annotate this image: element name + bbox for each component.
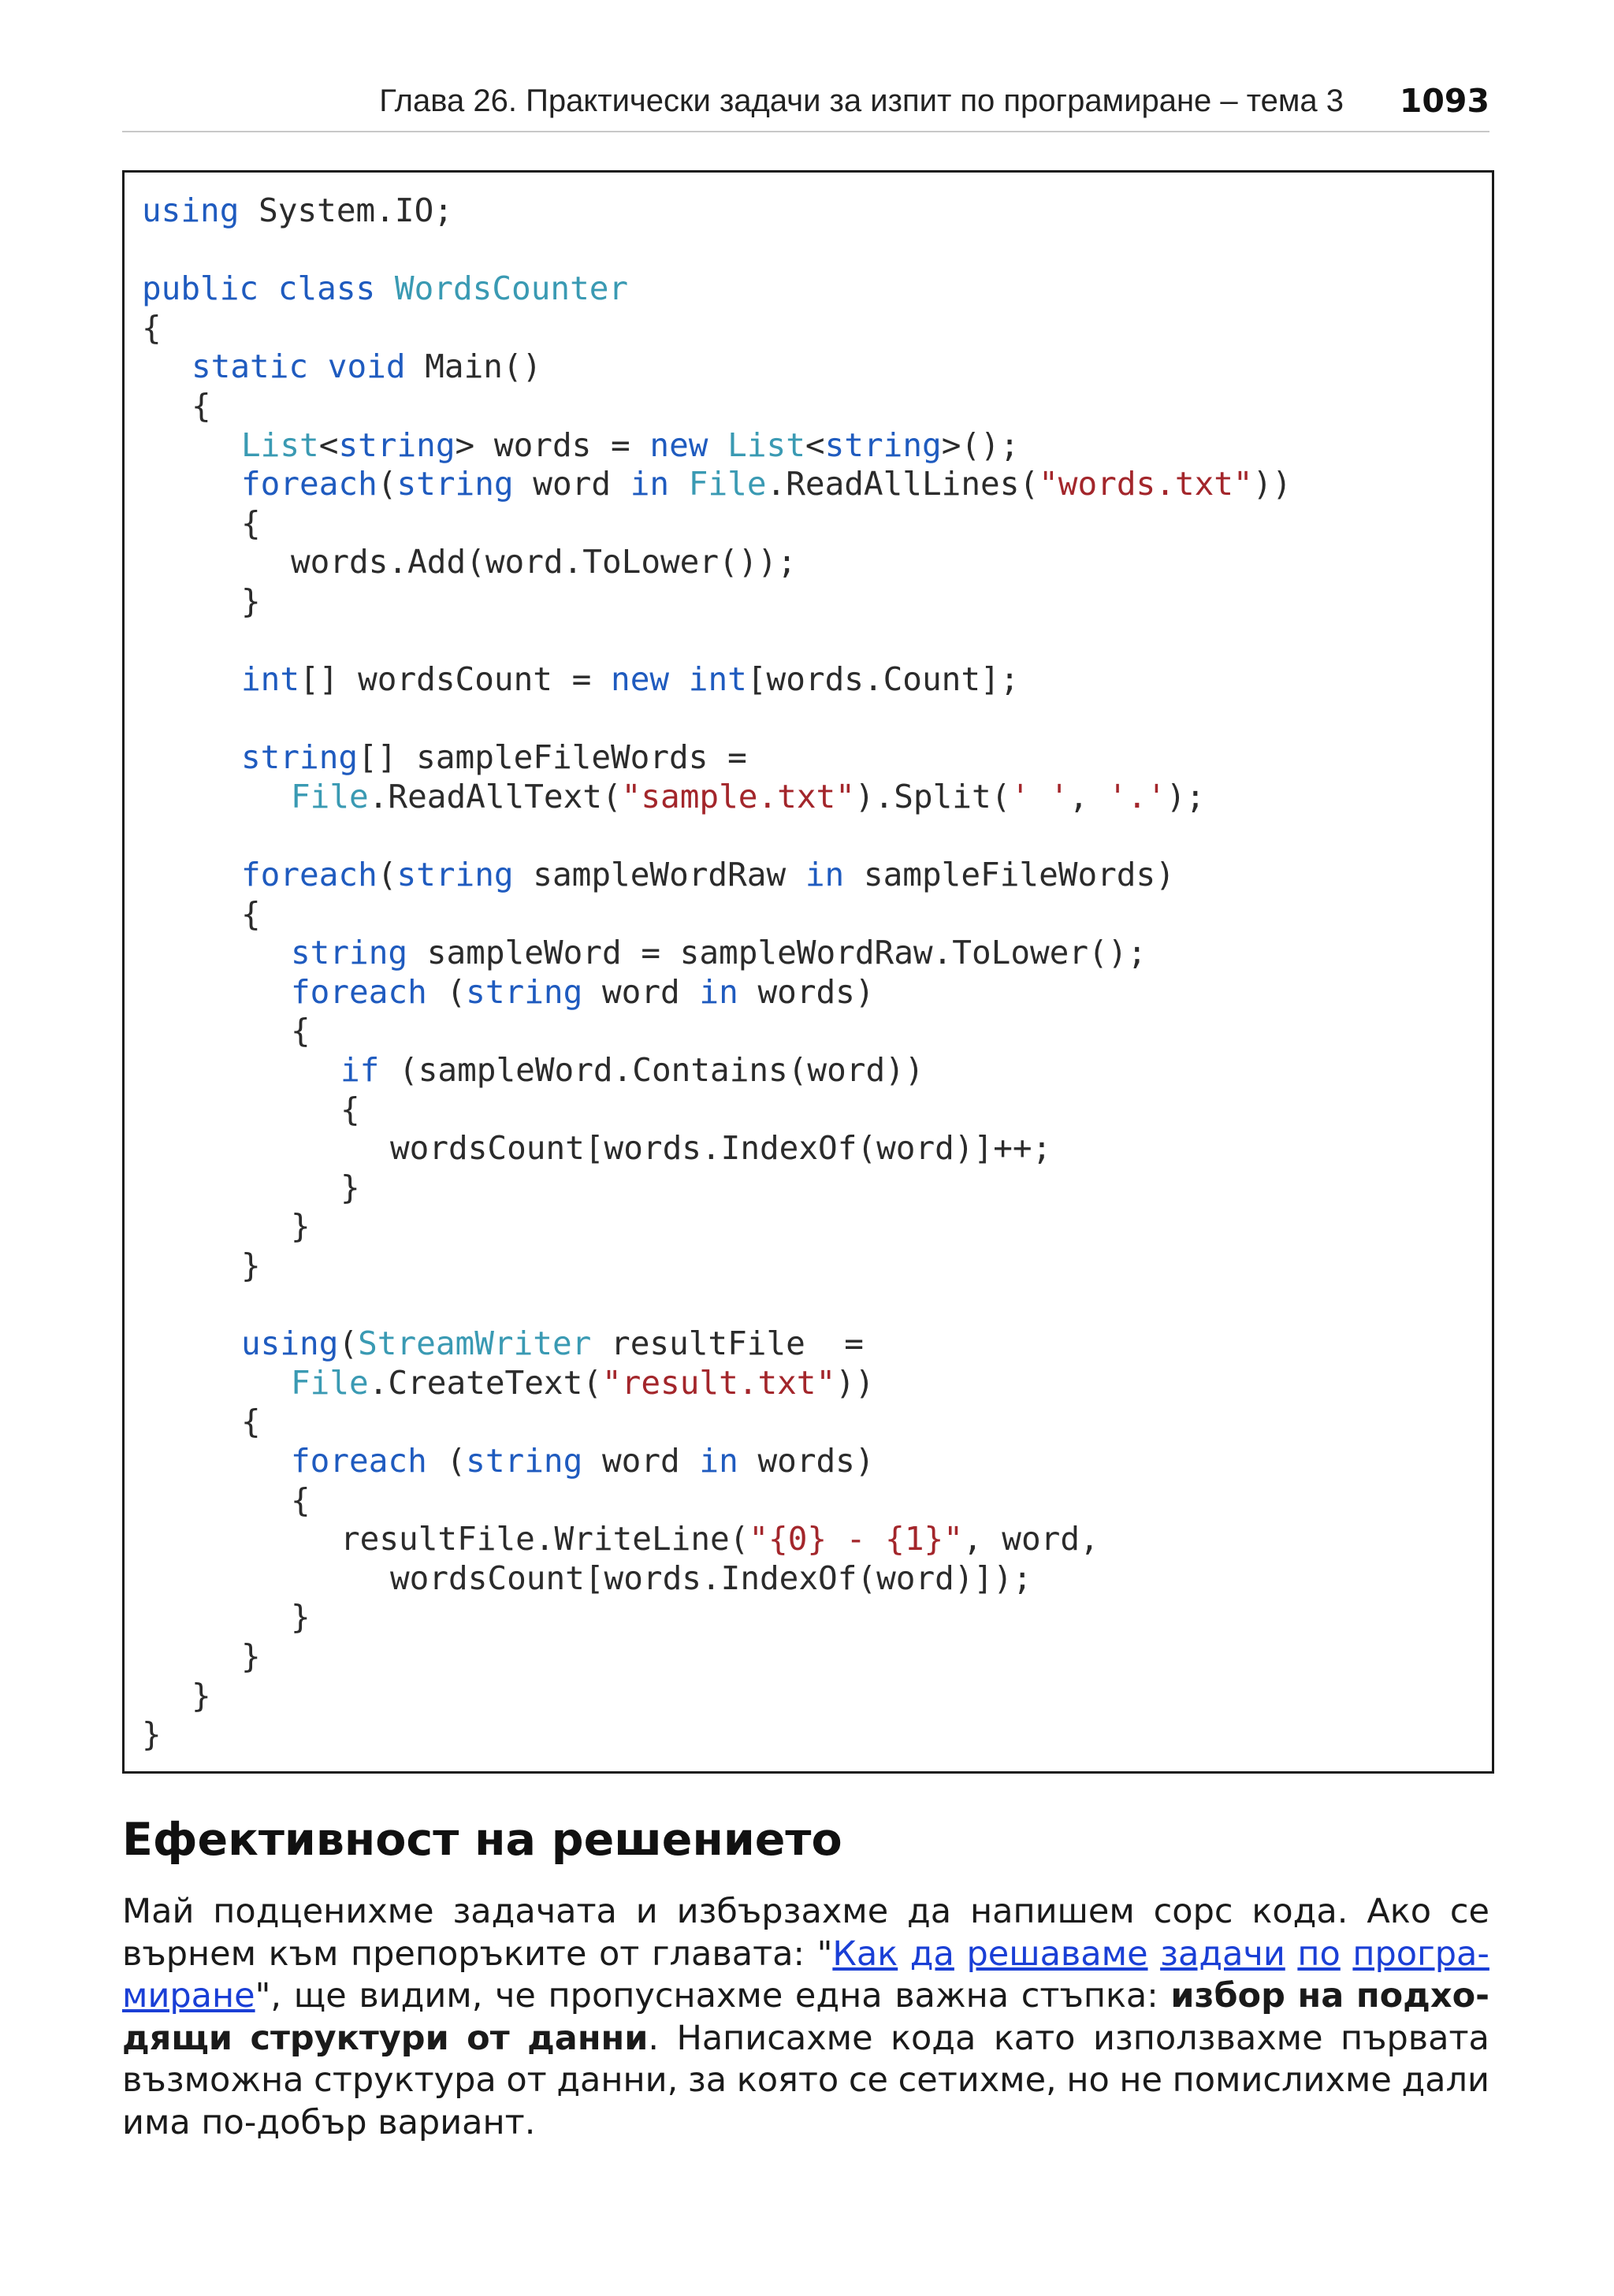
code-token: in xyxy=(805,856,845,894)
cross-reference-link[interactable]: да xyxy=(909,1934,954,1974)
code-line xyxy=(142,738,1292,778)
code-line xyxy=(142,231,1292,270)
code-token: "words.txt" xyxy=(1039,465,1253,503)
cross-reference-link[interactable]: задачи xyxy=(1160,1934,1285,1974)
code-token: < xyxy=(318,425,339,464)
code-token: ( xyxy=(338,1324,359,1363)
code-token: , word, xyxy=(962,1520,1099,1559)
page-header xyxy=(122,76,1489,132)
code-line xyxy=(142,1207,1292,1246)
code-line xyxy=(142,856,1292,895)
text: помислихме xyxy=(1172,2060,1392,2100)
code-token: StreamWriter xyxy=(358,1324,592,1363)
cross-reference-link[interactable]: програ- xyxy=(1352,1934,1489,1974)
code-token: ( xyxy=(377,856,397,894)
code-token: words) xyxy=(738,972,875,1011)
code-token xyxy=(708,426,727,464)
cross-reference-link[interactable]: миране xyxy=(122,1976,255,2016)
code-token: { xyxy=(192,386,211,425)
cross-reference-link[interactable]: по xyxy=(1297,1934,1341,1974)
code-token: ( xyxy=(426,972,467,1011)
code-token: .ReadAllLines( xyxy=(766,465,1039,503)
text: първата xyxy=(1341,2018,1489,2058)
text: от xyxy=(599,1934,640,1974)
bold-text: данни xyxy=(527,2018,649,2058)
chapter-title: Глава 26. Практически задачи за изпит по програмиране – тема 3 xyxy=(379,84,1344,118)
code-line xyxy=(142,1598,1292,1637)
code-token: "{0} - {1}" xyxy=(749,1520,963,1559)
code-token: { xyxy=(291,1012,311,1050)
code-token: [] wordsCount = xyxy=(299,660,612,699)
code-token: wordsCount[words.IndexOf(word)]++; xyxy=(390,1129,1052,1168)
text: се xyxy=(848,2060,888,2100)
code-line xyxy=(142,700,1292,739)
code-token: string xyxy=(396,856,514,894)
text: . xyxy=(648,2018,660,2058)
code-token: in xyxy=(630,465,670,503)
text: препоръките xyxy=(351,1934,587,1974)
code-line xyxy=(142,1715,1292,1755)
code-token: , xyxy=(1069,777,1108,815)
code-line xyxy=(142,1637,1292,1677)
code-token: foreach xyxy=(241,465,377,503)
text: върнем xyxy=(122,1934,257,1974)
text: за xyxy=(687,2060,727,2100)
code-line xyxy=(142,504,1292,544)
code-token: sampleFileWords) xyxy=(844,856,1175,894)
text: " xyxy=(816,1934,833,1974)
code-token: class xyxy=(277,269,376,308)
code-token xyxy=(258,269,278,307)
cross-reference-link[interactable]: решаваме xyxy=(966,1934,1148,1974)
text: важна xyxy=(894,1976,1010,2016)
code-block xyxy=(142,191,1292,1755)
code-line xyxy=(142,1324,1292,1364)
code-token: } xyxy=(192,1676,211,1715)
code-token: using xyxy=(241,1324,339,1363)
code-line xyxy=(142,347,1292,387)
code-token: List xyxy=(241,425,319,464)
code-token: { xyxy=(241,1402,261,1441)
text: възможна xyxy=(122,2060,304,2100)
text: главата: xyxy=(651,1934,805,1974)
code-line xyxy=(142,269,1292,309)
code-token: >(); xyxy=(941,425,1020,464)
code-line xyxy=(142,1012,1292,1051)
bold-text: от xyxy=(467,2018,510,2058)
code-token: sampleWordRaw xyxy=(513,856,805,894)
bold-text: избор xyxy=(1170,1976,1285,2016)
code-token: word xyxy=(582,972,700,1011)
code-token: [words.Count]; xyxy=(746,660,1020,699)
text: която xyxy=(736,2060,839,2100)
code-token: ); xyxy=(1166,777,1206,815)
code-token: File xyxy=(291,1363,369,1402)
code-token: } xyxy=(340,1168,360,1206)
code-line xyxy=(142,1286,1292,1325)
code-line xyxy=(142,1246,1292,1286)
text: Май xyxy=(122,1892,195,1931)
bold-text: дящи xyxy=(122,2018,233,2058)
code-line xyxy=(142,309,1292,348)
code-token: public xyxy=(142,269,259,308)
code-token: File xyxy=(688,465,767,503)
code-token: ).Split( xyxy=(854,777,1011,815)
code-token: int xyxy=(688,660,747,699)
code-token: word xyxy=(582,1442,700,1480)
code-token: )) xyxy=(835,1363,875,1402)
code-token xyxy=(308,347,328,385)
code-token xyxy=(375,269,395,307)
code-line xyxy=(142,895,1292,934)
code-token: string xyxy=(396,465,514,503)
text: една xyxy=(794,1976,883,2016)
text: видим, xyxy=(359,1976,483,2016)
code-token: string xyxy=(338,425,456,464)
code-token: > words = xyxy=(455,425,650,464)
text: има по-добър вариант. xyxy=(122,2102,536,2142)
text: като xyxy=(993,2018,1076,2058)
code-token: WordsCounter xyxy=(394,269,629,308)
code-token: string xyxy=(241,738,359,777)
code-token: new xyxy=(611,660,670,699)
text: задачата xyxy=(452,1892,617,1931)
code-token: } xyxy=(241,581,261,620)
code-token: { xyxy=(142,308,162,347)
code-line xyxy=(142,387,1292,426)
text: Написахме xyxy=(676,2018,873,2058)
code-line xyxy=(142,1051,1292,1090)
code-line xyxy=(142,973,1292,1012)
code-token: if xyxy=(340,1051,380,1090)
text: сетихме, xyxy=(898,2060,1057,2100)
code-listing xyxy=(122,170,1494,1774)
text: че xyxy=(495,1976,536,2016)
code-token: < xyxy=(805,425,825,464)
code-token: resultFile.WriteLine( xyxy=(340,1520,749,1559)
paragraph-line xyxy=(122,1891,1489,1934)
code-line xyxy=(142,778,1292,817)
code-token xyxy=(669,660,689,698)
code-token: System.IO; xyxy=(239,191,453,229)
code-token: string xyxy=(466,972,583,1011)
code-token: } xyxy=(291,1207,311,1246)
code-token: { xyxy=(241,894,261,933)
code-token: .CreateText( xyxy=(368,1363,602,1402)
code-token: "result.txt" xyxy=(601,1363,836,1402)
code-token: ( xyxy=(377,465,397,503)
code-token: )) xyxy=(1252,465,1292,503)
paragraph-line xyxy=(122,2018,1489,2060)
code-token: string xyxy=(466,1442,583,1480)
code-token: '.' xyxy=(1107,777,1166,815)
code-line xyxy=(142,934,1292,973)
code-token: } xyxy=(241,1637,261,1675)
text: ", xyxy=(255,1976,282,2016)
paragraph-line xyxy=(122,1975,1489,2018)
code-line xyxy=(142,1520,1292,1559)
code-token: string xyxy=(824,425,942,464)
code-line xyxy=(142,660,1292,700)
code-token: } xyxy=(241,1246,261,1285)
code-token: in xyxy=(699,972,738,1011)
code-token: resultFile = xyxy=(591,1324,864,1363)
code-token: foreach xyxy=(291,1442,427,1480)
code-line xyxy=(142,1481,1292,1521)
code-line xyxy=(142,1168,1292,1208)
text: но xyxy=(1066,2060,1110,2100)
text: данни, xyxy=(556,2060,679,2100)
code-token: List xyxy=(727,425,805,464)
code-token: foreach xyxy=(241,856,377,894)
code-token: { xyxy=(291,1481,311,1519)
code-line xyxy=(142,817,1292,856)
code-token xyxy=(669,465,689,503)
code-token: new xyxy=(649,425,708,464)
text: ще xyxy=(293,1976,347,2016)
code-token: words.Add(word.ToLower()); xyxy=(291,543,797,581)
text: избързахме xyxy=(676,1892,889,1931)
code-line xyxy=(142,1129,1292,1168)
code-token: (sampleWord.Contains(word)) xyxy=(379,1051,924,1090)
code-line xyxy=(142,465,1292,504)
code-line xyxy=(142,426,1292,466)
text: се xyxy=(1449,1892,1489,1931)
bold-text: на xyxy=(1297,1976,1344,2016)
paragraph-line xyxy=(122,2060,1489,2102)
cross-reference-link[interactable]: Как xyxy=(832,1934,898,1974)
code-line xyxy=(142,1677,1292,1716)
code-token: [] sampleFileWords = xyxy=(358,738,747,777)
code-token: int xyxy=(241,660,300,699)
code-line xyxy=(142,1442,1292,1481)
code-line xyxy=(142,543,1292,582)
section-heading: Ефективност на решението xyxy=(122,1814,842,1866)
code-token: foreach xyxy=(291,972,427,1011)
text: пропуснахме xyxy=(548,1976,783,2016)
text: подценихме xyxy=(213,1892,434,1931)
code-line xyxy=(142,1559,1292,1599)
code-token: using xyxy=(142,191,240,229)
code-token: words) xyxy=(738,1442,875,1480)
code-token: } xyxy=(142,1715,162,1754)
text: кода. xyxy=(1251,1892,1348,1931)
code-token: { xyxy=(241,503,261,542)
code-token: .ReadAllText( xyxy=(368,777,622,815)
paragraph-line xyxy=(122,2102,1489,2145)
text: напишем xyxy=(970,1892,1135,1931)
code-token: in xyxy=(699,1442,738,1480)
text: използвахме xyxy=(1092,2018,1323,2058)
code-token: ( xyxy=(426,1442,467,1480)
code-token: word xyxy=(513,465,630,503)
code-line xyxy=(142,1090,1292,1130)
text: стъпка: xyxy=(1021,1976,1158,2016)
code-token: void xyxy=(327,347,406,386)
text: и xyxy=(635,1892,658,1931)
text: дали xyxy=(1401,2060,1489,2100)
code-token: { xyxy=(340,1090,360,1128)
code-token: "sample.txt" xyxy=(621,777,855,815)
page-number: 1093 xyxy=(1399,82,1489,120)
text: да xyxy=(907,1892,952,1931)
code-line xyxy=(142,1402,1292,1442)
code-token: Main() xyxy=(405,347,542,386)
code-token: static xyxy=(192,347,309,386)
paragraph-line xyxy=(122,1934,1489,1976)
text: Ако xyxy=(1367,1892,1432,1931)
text: структура xyxy=(314,2060,496,2100)
text: към xyxy=(268,1934,339,1974)
text: сорс xyxy=(1153,1892,1233,1931)
text: кода xyxy=(891,2018,976,2058)
code-token: } xyxy=(291,1598,311,1637)
code-line xyxy=(142,622,1292,661)
code-token: string xyxy=(291,934,408,972)
code-line xyxy=(142,582,1292,622)
bold-text: подхо- xyxy=(1356,1976,1489,2016)
code-token: ' ' xyxy=(1010,777,1069,815)
code-token: sampleWord = sampleWordRaw.ToLower(); xyxy=(407,934,1147,972)
text: от xyxy=(506,2060,547,2100)
code-line xyxy=(142,191,1292,231)
code-token: File xyxy=(291,777,369,815)
code-token: wordsCount[words.IndexOf(word)]); xyxy=(390,1559,1032,1597)
bold-text: структури xyxy=(250,2018,449,2058)
text: не xyxy=(1119,2060,1162,2100)
code-line xyxy=(142,1364,1292,1403)
body-paragraph xyxy=(122,1891,1489,2144)
